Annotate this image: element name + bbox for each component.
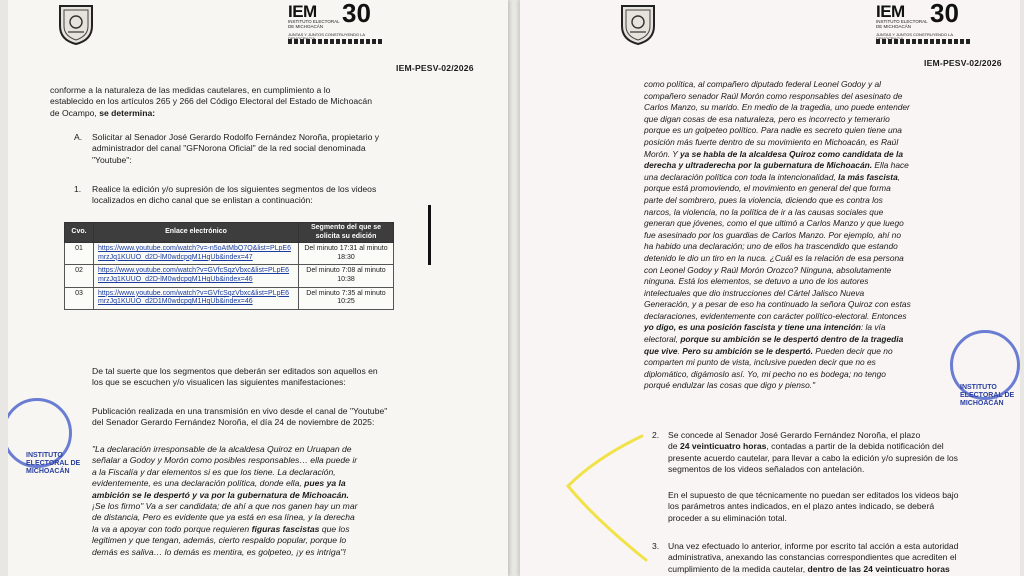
item-2b-paragraph	[668, 490, 980, 524]
text-line: señalar a Godoy y Morón como posibles responsables… ella puede ir	[92, 455, 358, 466]
table-row	[65, 243, 394, 265]
text-line	[644, 346, 980, 358]
reference-code: IEM-PESV-02/2026	[924, 58, 1002, 68]
row-number: 02	[65, 265, 94, 287]
logo-subtitle: INSTITUTO ELECTORAL DE MICHOACÁN	[288, 19, 340, 29]
text-line: "La declaración irresponsable de la alcaldesa Quiroz en Uruapan de	[92, 444, 352, 454]
text-line: Carlos Manzo, su marido. En medio de la tragedia, uno puede entender	[644, 102, 910, 113]
left-page	[8, 0, 508, 576]
text-span: que los	[319, 523, 350, 534]
highlighter-arrow-annotation	[556, 430, 656, 570]
text-line: Solicitar al Senador José Gerardo Rodolfo Fernández Noroña, propietario y	[92, 132, 380, 142]
text-span-bold: la más fascista	[838, 171, 898, 182]
text-span: la va a apoyar con todo porque requieren	[92, 523, 252, 534]
text-line: Se concede al Senador José Gerardo Fernández Noroña, el plazo	[668, 430, 921, 440]
text-line: parte del sombrero, pues la violencia, diciendo que es contra los	[644, 194, 883, 205]
item-number: 2.	[652, 430, 660, 440]
text-line: intelectuales que dio instrucciones del Cártel Jalisco Nueva	[644, 287, 865, 298]
text-span-bold: 24 veinticuatro horas	[679, 441, 767, 452]
text-span: , contadas a partir de la debida notificación del	[766, 441, 944, 452]
text-line	[92, 524, 444, 535]
text-span-bold: yo digo, es una posición fascista y tiene una intención	[644, 322, 861, 333]
text-span: ,	[897, 171, 901, 182]
text-span-bold: figuras fascistas	[251, 523, 320, 534]
table-header-row	[65, 223, 394, 243]
text-line: narcos, la violencia, no la política de ir a las causas sociales que	[644, 206, 884, 217]
item-2-paragraph	[668, 430, 980, 476]
text-line: Generación, y a pesar de eso ha continuado la señora Quiroz con estas	[644, 299, 911, 310]
text-line: los parámetros antes indicados, en el plazo antes indicado, se deberá	[668, 501, 935, 512]
intro-paragraph	[50, 85, 445, 119]
logo-motto: JUNTAS Y JUNTOS CONSTRUYENDO LA	[876, 32, 953, 37]
text-line: En el supuesto de que técnicamente no puedan ser editados los videos bajo	[668, 490, 959, 500]
text-line: conforme a la naturaleza de las medidas cautelares, en cumplimiento a lo	[50, 85, 331, 95]
text-line	[644, 149, 980, 161]
video-link[interactable]: https://www.youtube.com/watch?v=-n5oAtMbQ7Q&list=PLpE6mrzJq1KUUO_d2D-lM0wdcpqM1HqUb&index=47	[94, 243, 299, 265]
text-line	[644, 172, 980, 184]
stamp-label: INSTITUTO ELECTORAL DE MICHOACÁN	[26, 452, 81, 475]
text-line: ¡Se los firmo" Va a ser candidata; de ahí a que nos ganen hay un mar	[92, 501, 358, 512]
quote-continuation	[644, 79, 980, 392]
logo-anniversary: 30	[342, 0, 371, 28]
michoacan-seal-icon	[54, 2, 98, 46]
table-header-cell: Cvo.	[65, 223, 94, 243]
text-line	[50, 108, 445, 119]
text-line: fue asesinado por los guardias de Carlos Manzo. Por ejemplo, ahí no	[644, 229, 901, 240]
text-line	[668, 441, 980, 452]
text-line: segmentos de los videos señalados con antelación.	[668, 464, 865, 475]
text-line	[668, 564, 980, 575]
text-line: porque está promoviendo, el movimiento en general del que forma	[644, 183, 891, 194]
text-line: De tal suerte que los segmentos que deberán ser editados son aquellos en	[92, 366, 378, 376]
text-line: generan que jóvenes, como el que ultimó a Carlos Manzo y que luego	[644, 218, 904, 229]
segment-cell: Del minuto 17:31 al minuto 18:30	[299, 243, 394, 265]
text-line: administrador del canal "GFNorona Oficial" de la red social denominada	[92, 143, 366, 154]
text-span-bold: ya se habla de la alcaldesa Quiroz como candidata de la	[680, 148, 903, 159]
text-line: ha habido una declaración; uno de ellos ha trascendido que estando	[644, 241, 898, 252]
iem-logo	[876, 2, 972, 44]
text-span-bold: se determina:	[99, 107, 156, 118]
segments-paragraph	[92, 366, 444, 389]
segment-cell: Del minuto 7:08 al minuto 10:38	[299, 265, 394, 287]
text-line: del Senador Gerardo Fernández Noroña, el día 24 de noviembre de 2025:	[92, 417, 375, 428]
logo-iem-text: IEM	[288, 2, 317, 21]
publication-paragraph	[92, 406, 444, 429]
text-span-bold: porque su ambición se le despertó dentro de la tragedia	[680, 334, 904, 345]
iem-logo	[288, 2, 384, 44]
logo-iem-text: IEM	[876, 2, 905, 21]
item-3-paragraph	[668, 541, 980, 575]
text-span-bold: dentro de las 24 veinticuatro horas	[807, 563, 950, 574]
text-span: de Ocampo,	[50, 107, 100, 118]
text-span-bold: que vive	[644, 345, 678, 356]
text-span: Pueden decir que no	[812, 345, 893, 356]
table-header-cell: Segmento del que se solicita su edición	[299, 223, 394, 243]
text-line: legitimen y que tengan, además, cierto respaldo popular, porque lo	[92, 535, 347, 546]
section-letter: A.	[74, 132, 83, 142]
text-line: Publicación realizada en una transmisión en vivo desde el canal de "Youtube"	[92, 406, 388, 416]
stamp-label: INSTITUTO ELECTORAL DE MICHOACÁN	[960, 384, 1015, 407]
item-1-paragraph	[92, 184, 444, 207]
text-line	[644, 334, 980, 346]
text-line: declaraciones, evidentemente con carácter político-electoral. Entonces	[644, 310, 907, 321]
text-line: Realice la edición y/o supresión de los siguientes segmentos de los videos	[92, 184, 377, 194]
text-line: porque es un golpeteo político. Para nadie es secreto quien tiene una	[644, 125, 902, 136]
text-line	[644, 160, 980, 172]
text-line: de distancia, Pero es evidente que ya está en esa línea, y la derecha	[92, 512, 355, 523]
text-line: ambición se le despertó y va por la gubernatura de Michoacán.	[92, 489, 349, 500]
segment-cell: Del minuto 7:35 al minuto 10:25	[299, 287, 394, 309]
text-line: localizados en dicho canal que se enlistan a continuación:	[92, 195, 313, 206]
video-link[interactable]: https://www.youtube.com/watch?v=GVfcSqzVbxc&list=PLpE6mrzJq1KUUO_d2D1M0wdcpqM1HqUb&index=46	[94, 287, 299, 309]
text-line: que digan cosas de esa naturaleza, pero es incorrecto y temerario	[644, 113, 890, 124]
text-span-bold: pues ya la	[304, 478, 346, 489]
quote-paragraph	[92, 444, 444, 558]
text-line: posición más fuerte dentro de su movimiento en Michoacán, es Raúl	[644, 136, 899, 147]
text-span: cumplimiento de la medida cautelar,	[668, 563, 808, 574]
text-span: Morón. Y	[644, 148, 681, 159]
text-line: detenido le dio un tiro en la nuca. ¿Cuál es la relación de esa persona	[644, 252, 904, 263]
scan-mark	[428, 205, 431, 265]
item-number: 3.	[652, 541, 660, 551]
video-links-table	[64, 222, 394, 310]
row-number: 01	[65, 243, 94, 265]
text-line: presente acuerdo cautelar, para llevar a cabo la edición y/o supresión de los	[668, 452, 958, 463]
video-link[interactable]: https://www.youtube.com/watch?v=GVfcSqzVbxc&list=PLpE6mrzJq1KUUO_d2D-lM0wdcpqM1HqUb&index=46	[94, 265, 299, 287]
text-line: "Youtube":	[92, 154, 132, 165]
text-line: establecido en los artículos 265 y 266 del Código Electoral del Estado de Michoacán	[50, 96, 372, 107]
table-header-cell: Enlace electrónico	[94, 223, 299, 243]
reference-code: IEM-PESV-02/2026	[396, 63, 474, 73]
text-line: con Leonel Godoy y Raúl Morón Orozco? Ninguna, absolutamente	[644, 264, 892, 275]
text-span: .	[677, 345, 683, 356]
text-line: compañero senador Raúl Morón como responsables del asesinato de	[644, 90, 903, 101]
text-line: ninguna. Está los elementos, se detuvo a uno de los autores	[644, 276, 869, 287]
text-span: : la vía	[860, 322, 886, 333]
logo-subtitle: INSTITUTO ELECTORAL DE MICHOACÁN	[876, 19, 928, 29]
text-span: evidentemente, es una declaración política, donde ella,	[92, 478, 305, 489]
text-span: una declaración política con toda la intencionalidad,	[644, 171, 839, 182]
text-span: electoral,	[644, 334, 681, 345]
text-line: administrativa, anexando las constancias correspondientes que acrediten el	[668, 552, 957, 563]
text-line: Una vez efectuado lo anterior, informe por escrito tal acción a esta autoridad	[668, 541, 959, 551]
text-line: como política, al compañero diputado federal Leonel Godoy y al	[644, 79, 881, 89]
text-line: a la Fiscalía y dar elementos si es que los tiene. La declaración,	[92, 466, 336, 477]
logo-motto: JUNTAS Y JUNTOS CONSTRUYENDO LA	[288, 32, 365, 37]
table-row	[65, 265, 394, 287]
text-line: demás es saliva… lo demás es mentira, es golpeteo, ¡y es intriga"!	[92, 546, 346, 557]
section-a-paragraph	[92, 132, 444, 166]
text-line: diplomático, digámoslo así. Yo, mi pecho no es bodega; no tengo	[644, 368, 886, 379]
text-line	[644, 322, 980, 334]
text-span-bold: Pero su ambición se le despertó.	[682, 345, 813, 356]
text-span: de	[668, 441, 680, 452]
row-number: 03	[65, 287, 94, 309]
logo-anniversary: 30	[930, 0, 959, 28]
michoacan-seal-icon	[616, 2, 660, 46]
item-number: 1.	[74, 184, 82, 194]
table-row	[65, 287, 394, 309]
text-span: Ella hace	[872, 160, 909, 171]
logo-pattern	[288, 39, 384, 44]
text-line: proceder a su eliminación total.	[668, 512, 787, 523]
text-line: comparten mi punto de vista, inclusive pueden decir que no es	[644, 357, 876, 368]
text-line	[92, 478, 444, 489]
text-line: los que se escuchen y/o visualicen las siguientes manifestaciones:	[92, 377, 346, 388]
logo-pattern	[876, 39, 972, 44]
text-span-bold: derecha y ultraderecha por la gubernatura de Michoacán.	[644, 160, 873, 171]
text-line: porqué endulzar las cosas que digo y pienso."	[644, 380, 816, 391]
